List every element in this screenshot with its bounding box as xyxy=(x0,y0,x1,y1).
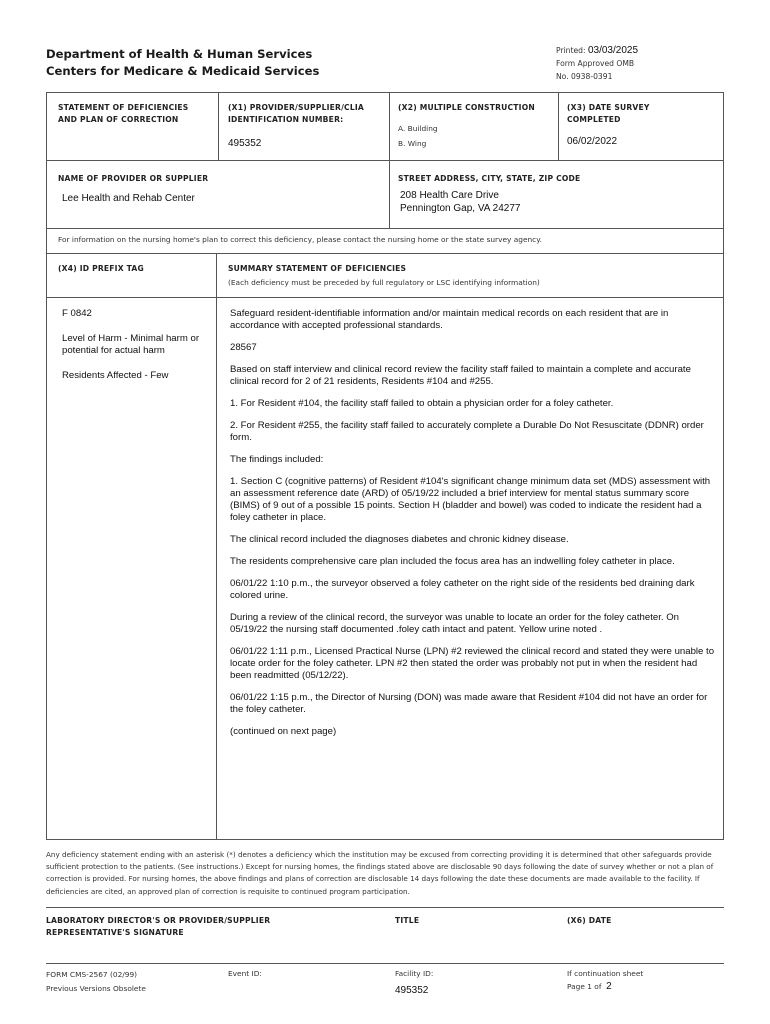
body-paragraph: The findings included: xyxy=(230,454,324,465)
date-label: (X6) DATE xyxy=(567,916,612,925)
body-paragraph: 1. Section C (cognitive patterns) of Resident #104's significant change minimum data set (MDS) assessment with an assessment reference date (ARD) of 05/19/22 included a brief interview for mental status summary score (BIMS) of 9 out of a possible 15 points. Section H (bladder and bowel) was coded to indicate the resident had a foley catheter in place. xyxy=(230,476,711,523)
statement-label: STATEMENT OF DEFICIENCIES AND PLAN OF CORRECTION xyxy=(58,103,189,124)
continuation-label: If continuation sheet xyxy=(567,969,644,978)
body-paragraph: The residents comprehensive care plan included the focus area has an indwelling foley catheter in place. xyxy=(230,556,675,567)
body-paragraph: 28567 xyxy=(230,342,257,353)
divider xyxy=(216,253,217,840)
body-paragraph: 06/01/22 1:10 p.m., the surveyor observed a foley catheter on the right side of the residents bed draining dark colored urine. xyxy=(230,578,695,601)
divider xyxy=(558,92,559,160)
residents-affected: Residents Affected - Few xyxy=(62,370,169,381)
body-paragraph: 1. For Resident #104, the facility staff failed to obtain a physician order for a foley catheter. xyxy=(230,398,614,409)
body-paragraph: 06/01/22 1:11 p.m., Licensed Practical Nurse (LPN) #2 reviewed the clinical record and stated they were unable to locate order for the foley catheter. LPN #2 then stated the order was probably not put in when the resident had been readmitted (05/12/22). xyxy=(230,646,715,681)
address-line-2: Pennington Gap, VA 24277 xyxy=(400,203,521,214)
form-info xyxy=(556,44,638,83)
page-total: 2 xyxy=(606,981,612,992)
previous-versions: Previous Versions Obsolete xyxy=(46,984,146,993)
form-id-block xyxy=(46,968,146,996)
printed-label: Printed: xyxy=(556,46,586,55)
id-prefix-column xyxy=(62,308,212,395)
divider xyxy=(46,963,724,964)
page-info xyxy=(567,967,643,993)
divider xyxy=(218,92,219,160)
divider xyxy=(46,907,724,908)
summary-label: SUMMARY STATEMENT OF DEFICIENCIES xyxy=(228,264,407,273)
body-paragraph: Based on staff interview and clinical record review the facility staff failed to maintain a complete and accurate clinical record for 2 of 21 residents, Residents #104 and #255. xyxy=(230,364,691,387)
x2-building: A. Building xyxy=(398,124,438,133)
address-line-1: 208 Health Care Drive xyxy=(400,190,499,201)
info-line: For information on the nursing home's plan to correct this deficiency, please contact the nursing home or the state survey agency. xyxy=(58,235,542,244)
disclosure-footnote: Any deficiency statement ending with an asterisk (*) denotes a deficiency which the institution may be excused from correcting providing it is determined that other safeguards provide sufficient protection to the patients. (See instructions.) Except for nursing homes, the findings stated above are disclosable 90 days following the date of survey whether or not a plan of correction is provided. For nursing homes, the above findings and plans of correction are disclosable 14 days following the date these documents are made available to the facility. If deficiencies are cited, an approved plan of correction is requisite to continued program participation. xyxy=(46,850,714,896)
body-paragraph: (continued on next page) xyxy=(230,726,337,737)
x2-wing: B. Wing xyxy=(398,139,427,148)
x4-label: (X4) ID PREFIX TAG xyxy=(58,264,144,273)
form-approved: Form Approved OMB xyxy=(556,59,635,68)
x2-label: (X2) MULTIPLE CONSTRUCTION xyxy=(398,103,535,112)
divider xyxy=(389,92,390,228)
omb-number: No. 0938-0391 xyxy=(556,72,613,81)
divider xyxy=(46,297,724,298)
provider-label: NAME OF PROVIDER OR SUPPLIER xyxy=(58,174,209,183)
director-signature-label: LABORATORY DIRECTOR'S OR PROVIDER/SUPPLIER REPRESENTATIVE'S SIGNATURE xyxy=(46,916,271,937)
body-paragraph: The clinical record included the diagnoses diabetes and chronic kidney disease. xyxy=(230,534,569,545)
divider xyxy=(46,253,724,254)
title-label: TITLE xyxy=(395,916,420,925)
provider-value: Lee Health and Rehab Center xyxy=(62,193,195,204)
x1-label: (X1) PROVIDER/SUPPLIER/CLIA IDENTIFICATION NUMBER: xyxy=(228,103,364,124)
harm-level: Level of Harm - Minimal harm or potential for actual harm xyxy=(62,333,200,356)
event-id-label: Event ID: xyxy=(228,969,262,978)
summary-statement xyxy=(230,308,718,748)
body-paragraph: Safeguard resident-identifiable information and/or maintain medical records on each resident that are in accordance with accepted professional standards. xyxy=(230,308,669,331)
agency-line-1: Department of Health & Human Services xyxy=(46,47,313,61)
x1-value: 495352 xyxy=(228,138,262,149)
x3-value: 06/02/2022 xyxy=(567,136,618,147)
printed-date: 03/03/2025 xyxy=(587,45,639,56)
facility-id-label: Facility ID: xyxy=(395,969,434,978)
divider xyxy=(46,228,724,229)
body-paragraph: 06/01/22 1:15 p.m., the Director of Nursing (DON) was made aware that Resident #104 did not have an order for the foley catheter. xyxy=(230,692,708,715)
summary-sub: (Each deficiency must be preceded by full regulatory or LSC identifying information) xyxy=(228,278,540,287)
form-id: FORM CMS-2567 (02/99) xyxy=(46,970,138,979)
body-paragraph: 2. For Resident #255, the facility staff failed to accurately complete a Durable Do Not Resuscitate (DDNR) order form. xyxy=(230,420,704,443)
divider xyxy=(46,160,724,161)
address-label: STREET ADDRESS, CITY, STATE, ZIP CODE xyxy=(398,174,581,183)
tag-value: F 0842 xyxy=(62,308,92,319)
agency-line-2: Centers for Medicare & Medicaid Services xyxy=(46,64,320,78)
agency-header xyxy=(46,46,319,80)
body-paragraph: During a review of the clinical record, the surveyor was unable to locate an order for the foley catheter. On 05/19/22 the nursing staff documented .foley cath intact and patent. Yellow urine noted . xyxy=(230,612,680,635)
facility-id-value: 495352 xyxy=(395,985,429,996)
x3-label: (X3) DATE SURVEY COMPLETED xyxy=(567,103,650,124)
page-label: Page 1 of xyxy=(567,982,602,991)
